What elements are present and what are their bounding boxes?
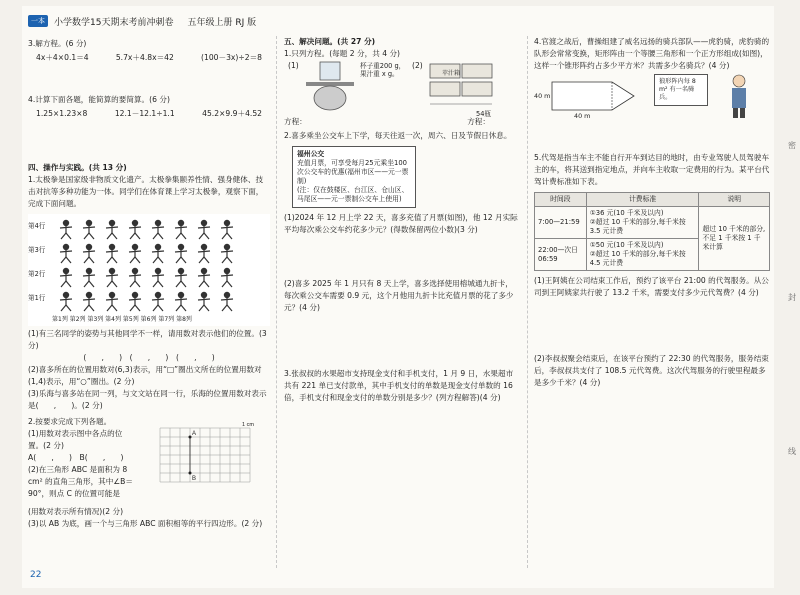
equation-label: 方程： <box>284 117 307 126</box>
scale-illustration <box>302 60 358 112</box>
grade-label: 五年级上册 RJ 版 <box>187 17 257 28</box>
sub-question: (用数对表示所有情况)(2 分) <box>28 507 124 516</box>
fee-table <box>534 192 770 271</box>
student-figure <box>129 268 141 287</box>
answer-space[interactable] <box>28 64 270 92</box>
worksheet-page <box>22 6 774 588</box>
sub-label: (2) <box>412 61 423 70</box>
student-figure <box>221 220 233 239</box>
coordinate-grid[interactable] <box>146 420 266 490</box>
equation-row <box>28 50 270 64</box>
sub-question: (3)乐海与喜多站在同一列，与文文站在同一行，乐海的位置用数对表示是( , )。(2 分) <box>28 389 267 410</box>
student-figure <box>152 244 164 263</box>
student-figure <box>175 244 187 263</box>
student-figure <box>152 292 164 311</box>
dimension-label: 40 m <box>574 112 591 120</box>
question-text: 1.太极拳是国家级非物质文化遗产。太极拳集颐养性情、强身健体、技击对抗等多种功能为一体。同学们在体育课上学习太极拳，观察下面，完成下面问题。 <box>28 175 264 208</box>
grid-question <box>28 422 270 546</box>
sub-question: (1)2024 年 12 月上学 22 天，喜多充值了月票(如图)，他 12 月实际平均每次乘公交车约花多少元？(得数保留两位小数)(3 分) <box>284 213 518 234</box>
table-header-row <box>535 193 770 207</box>
expression: 1.25×1.23×8 <box>36 109 88 118</box>
answer-space[interactable] <box>284 314 520 368</box>
student-figure <box>106 220 118 239</box>
row-label: 第2行 <box>28 270 46 278</box>
cup-note: 杯子重200 g，果汁重 x g。 <box>360 62 406 78</box>
equation: 5.7x＋4.8x＝42 <box>115 53 174 62</box>
page-header <box>28 12 256 30</box>
taichi-figure <box>28 214 270 326</box>
rate-line: ①36 元(10 千米及以内) <box>589 209 664 217</box>
speech-bubble: 狼形阵内每 8 m² 有一名骑兵。 <box>654 74 708 106</box>
side-mark: 线 <box>788 447 796 456</box>
grid-question-text <box>28 506 270 530</box>
student-figure <box>198 244 210 263</box>
dimension-label: 40 m <box>534 92 551 100</box>
student-figure <box>221 292 233 311</box>
grid-question-text <box>28 428 136 500</box>
sub-question: (1)用数对表示图中各点的位置。(2 分) <box>28 429 123 450</box>
row-label: 第1行 <box>28 294 46 302</box>
answer-space[interactable] <box>284 236 520 278</box>
section-title: 四、操作与实践。(共 13 分) <box>28 163 127 172</box>
student-figure <box>106 292 118 311</box>
svg-text:A: A <box>192 431 197 437</box>
question-text: 5.代驾是指当车主不能自行开车到达目的地时，由专业驾驶人员驾驶车主的车，将其送到指定地点，并向车主收取一定费用的行为。某平台代驾计费标准如下表。 <box>534 153 770 186</box>
row-label: 第4行 <box>28 222 46 230</box>
card-note: (注：仅在鼓楼区、台江区、仓山区、马尾区——元一票制公交车上使用) <box>297 186 409 203</box>
student-figure <box>221 268 233 287</box>
box-label: 苹汁箱 <box>442 70 461 77</box>
column-left <box>28 36 270 546</box>
series-title: 小学数学15天期末考前冲刺卷 <box>54 17 174 28</box>
sub-question: (1)王阿姨在公司结束工作后，预约了该平台 21:00 的代驾服务。从公司到王阿姨家共行驶了 13.2 千米，需要支付多少元代驾费？(4 分) <box>534 276 769 297</box>
answer-space[interactable] <box>534 124 770 152</box>
column-middle <box>284 36 520 404</box>
table-header: 时间段 <box>535 193 587 207</box>
student-figure <box>106 244 118 263</box>
brand-logo: 一本 <box>28 15 48 27</box>
student-figure <box>152 268 164 287</box>
answer-blanks[interactable]: A( , ) B( , ) <box>28 453 124 462</box>
row-label: 第3行 <box>28 246 46 254</box>
rate-line: ①50 元(10 千米及以内) <box>589 241 664 249</box>
question-title: 1.只列方程。(每题 2 分，共 4 分) <box>284 49 401 58</box>
equation-figures <box>284 60 520 116</box>
teacher-icon <box>724 72 754 118</box>
formation-figure <box>534 72 770 124</box>
card-title: 福州公交 <box>297 150 325 158</box>
table-header: 说明 <box>699 193 770 207</box>
section-title: 五、解决问题。(共 27 分) <box>284 37 376 46</box>
bus-card <box>292 146 416 208</box>
student-figure <box>198 268 210 287</box>
student-figure <box>175 220 187 239</box>
side-mark: 封 <box>788 293 796 302</box>
student-figure <box>83 220 95 239</box>
student-figure <box>60 244 72 263</box>
time-cell: 7:00—21:59 <box>535 207 587 239</box>
student-figure <box>60 220 72 239</box>
student-figure <box>198 220 210 239</box>
equation: (100－3x)÷2＝8 <box>201 53 262 62</box>
student-figure <box>129 292 141 311</box>
column-right <box>534 36 770 389</box>
rate-cell <box>586 239 699 271</box>
question-text: 2.喜多乘坐公交车上下学，每天往返一次，周六、日及节假日休息。 <box>284 131 512 140</box>
question-text: 4.官渡之战后，曹操组建了威名远扬的骑兵部队——虎豹骑，虎豹骑的队形会常常变换，矩形阵由一个等腰三角形和一个正方形组成(如图)，这样一个锥形阵约占多少平方米？共需多少名骑兵？(4 分) <box>534 37 770 70</box>
question-text: 3.张叔叔的水果超市支持现金支付和手机支付，1 月 9 日，水果超市共有 221 单已支付款单，其中手机支付的单数是现金支付单数的 16 倍，手机支付和现金支付的单数分别是多少？(列方程解答)(4 分) <box>284 369 514 402</box>
student-figure <box>198 292 210 311</box>
equation-row <box>28 106 270 120</box>
equation-label: 方程： <box>467 117 490 126</box>
svg-text:1 cm: 1 cm <box>242 422 254 428</box>
expression: 45.2×9.9＋4.52 <box>202 109 262 118</box>
question-title: 2.按要求完成下列各题。 <box>28 417 112 426</box>
student-figure <box>83 292 95 311</box>
student-figure <box>83 244 95 263</box>
card-body: 充值月票，可享受每月25元乘坐100次公交车的优惠(福州市区——元一票制) <box>297 159 409 185</box>
student-figure <box>129 220 141 239</box>
column-divider <box>276 36 277 568</box>
question-title: 3.解方程。(6 分) <box>28 39 87 48</box>
bottle-count: 54瓶 <box>476 110 491 118</box>
column-divider <box>527 36 528 568</box>
table-row <box>535 207 770 239</box>
student-figure <box>60 268 72 287</box>
sub-question: (2)在三角形 ABC 是面积为 8 cm² 的直角三角形，其中∠B＝90°，则点 C 的位置可能是 <box>28 465 133 498</box>
student-figure <box>175 292 187 311</box>
student-figure <box>175 268 187 287</box>
answer-space[interactable] <box>534 299 770 353</box>
sub-question: (2)李叔叔聚会结束后，在该平台预约了 22:30 的代驾服务，服务结束后，李叔叔共支付了 108.5 元代驾费。这次代驾服务的行驶里程最多是多少千米？(4 分) <box>534 354 769 387</box>
answer-space[interactable] <box>28 120 270 162</box>
side-mark: 密 <box>788 141 796 150</box>
student-figure <box>221 244 233 263</box>
svg-text:B: B <box>192 476 197 482</box>
column-labels: 第1列 第2列 第3列 第4列 第5列 第6列 第7列 第8列 <box>52 316 192 323</box>
question-title: 4.计算下面各题，能简算的要简算。(6 分) <box>28 95 170 104</box>
time-cell: 22:00—次日 06:59 <box>535 239 587 271</box>
student-figure <box>60 292 72 311</box>
sub-question: (3)以 AB 为底，画一个与三角形 ABC 面积相等的平行四边形。(2 分) <box>28 519 263 528</box>
sub-question: (2)喜多 2025 年 1 月只有 8 天上学，喜多选择使用榕城通九折卡，每次乘公交车需要 0.9 元，这个月他用九折卡比充值月票的花了多少元？(4 分) <box>284 279 514 312</box>
answer-blanks[interactable]: ( , ) ( , ) ( , ) <box>83 353 215 362</box>
sub-label: (1) <box>288 61 299 70</box>
note-cell: 超过 10 千米的部分,不足 1 千米按 1 千米计算 <box>699 207 770 271</box>
table-header: 计费标准 <box>586 193 699 207</box>
sub-question: (1)有三名同学的姿势与其他同学不一样，请用数对表示他们的位置。(3 分) <box>28 329 267 350</box>
rate-line: ②超过 10 千米的部分,每千米按 4.5 元计费 <box>589 250 686 267</box>
rate-cell <box>586 207 699 239</box>
page-number: 22 <box>30 570 42 580</box>
student-figure <box>83 268 95 287</box>
rate-line: ②超过 10 千米的部分,每千米按 3.5 元计费 <box>589 218 686 235</box>
students-illustration <box>58 216 258 316</box>
student-figure <box>106 268 118 287</box>
student-figure <box>152 220 164 239</box>
sub-question: (2)喜多所在的位置用数对(6,3)表示，用“□”圈出文所在的位置用数对(1,4)表示，用“○”圈出。(2 分) <box>28 365 262 386</box>
boxes-illustration <box>424 60 504 112</box>
expression: 12.1－12.1÷1.1 <box>114 109 175 118</box>
student-figure <box>129 244 141 263</box>
equation: 4x＋4×0.1＝4 <box>36 53 89 62</box>
